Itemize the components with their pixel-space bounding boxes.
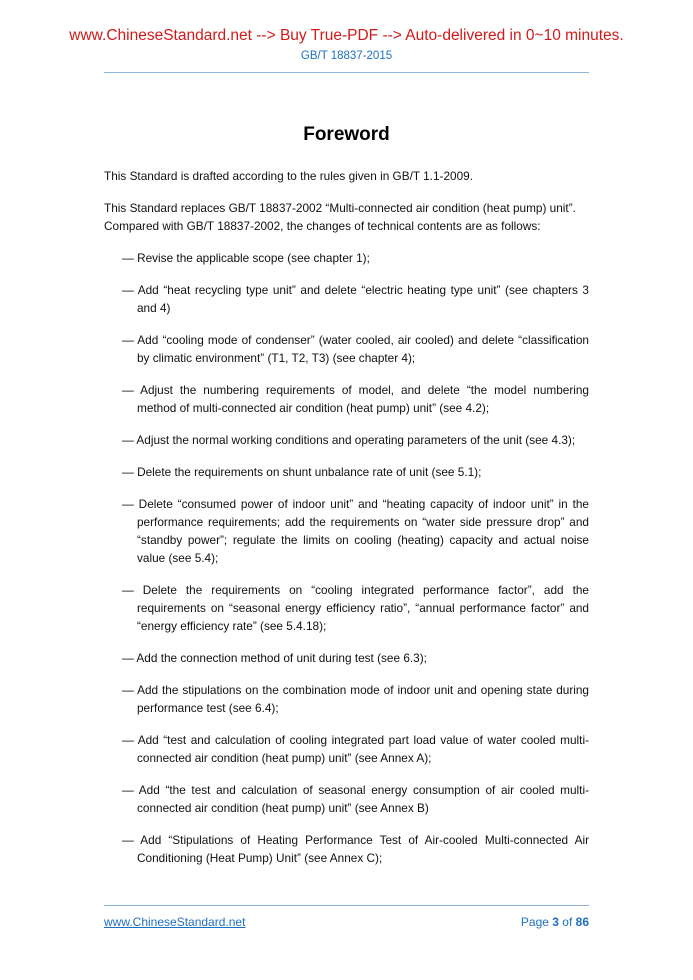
change-list-item: — Add the connection method of unit during test (see 6.3); <box>122 651 427 665</box>
page-of: of <box>558 915 576 929</box>
change-list-item: — Adjust the normal working conditions and operating parameters of the unit (see 4.3); <box>122 433 576 447</box>
change-list-item: — Delete the requirements on “cooling integrated performance factor”, add the requirements on “seasonal energy efficiency ratio”, “annual performance factor” and “energy efficiency rate” (see 5.4.18); <box>122 583 589 633</box>
change-list-item: — Adjust the numbering requirements of model, and delete “the model numbering method of multi-connected air condition (heat pump) unit” (see 4.2); <box>122 383 589 415</box>
change-list-item: — Add “Stipulations of Heating Performance Test of Air-cooled Multi-connected Air Conditioning (Heat Pump) Unit” (see Annex C); <box>122 833 589 865</box>
change-list-item: — Revise the applicable scope (see chapter 1); <box>122 251 370 265</box>
change-list-item: — Add “the test and calculation of seasonal energy consumption of air cooled multi-connected air condition (heat pump) unit” (see Annex B) <box>122 783 589 815</box>
page-number <box>521 915 589 929</box>
footer-site-link[interactable]: www.ChineseStandard.net <box>104 915 246 929</box>
footer-divider <box>104 905 589 906</box>
header-divider <box>104 72 589 73</box>
change-list-item: — Delete the requirements on shunt unbalance rate of unit (see 5.1); <box>122 465 482 479</box>
page-total: 86 <box>575 915 589 929</box>
document-code: GB/T 18837-2015 <box>300 50 393 62</box>
page-current: 3 <box>552 915 559 929</box>
foreword-body <box>104 167 589 881</box>
change-list-item: — Delete “consumed power of indoor unit” and “heating capacity of indoor unit” in the performance requirements; add the requirements on “water side pressure drop” and “standby power”; regulate the limits on cooling (heating) capacity and actual noise value (see 5.4); <box>122 497 589 565</box>
intro-paragraph: This Standard is drafted according to the rules given in GB/T 1.1-2009. <box>104 169 473 183</box>
page-title: Foreword <box>303 124 390 145</box>
page-prefix: Page <box>520 915 553 929</box>
top-banner[interactable]: www.ChineseStandard.net --> Buy True-PDF --> Auto-delivered in 0~10 minutes. <box>69 27 624 44</box>
change-list-item: — Add “test and calculation of cooling integrated part load value of water cooled multi-connected air condition (heat pump) unit” (see Annex A); <box>122 733 589 765</box>
change-list-item: — Add the stipulations on the combination mode of indoor unit and opening state during performance test (see 6.4); <box>122 683 589 715</box>
change-list-item: — Add “heat recycling type unit” and delete “electric heating type unit” (see chapters 3 and 4) <box>122 283 589 315</box>
change-list-item: — Add “cooling mode of condenser” (water cooled, air cooled) and delete “classification by climatic environment” (T1, T2, T3) (see chapter 4); <box>122 333 589 365</box>
intro-paragraph: This Standard replaces GB/T 18837-2002 “Multi-connected air condition (heat pump) unit”. Compared with GB/T 18837-2002, the changes of technical contents are as follows: <box>104 201 576 233</box>
